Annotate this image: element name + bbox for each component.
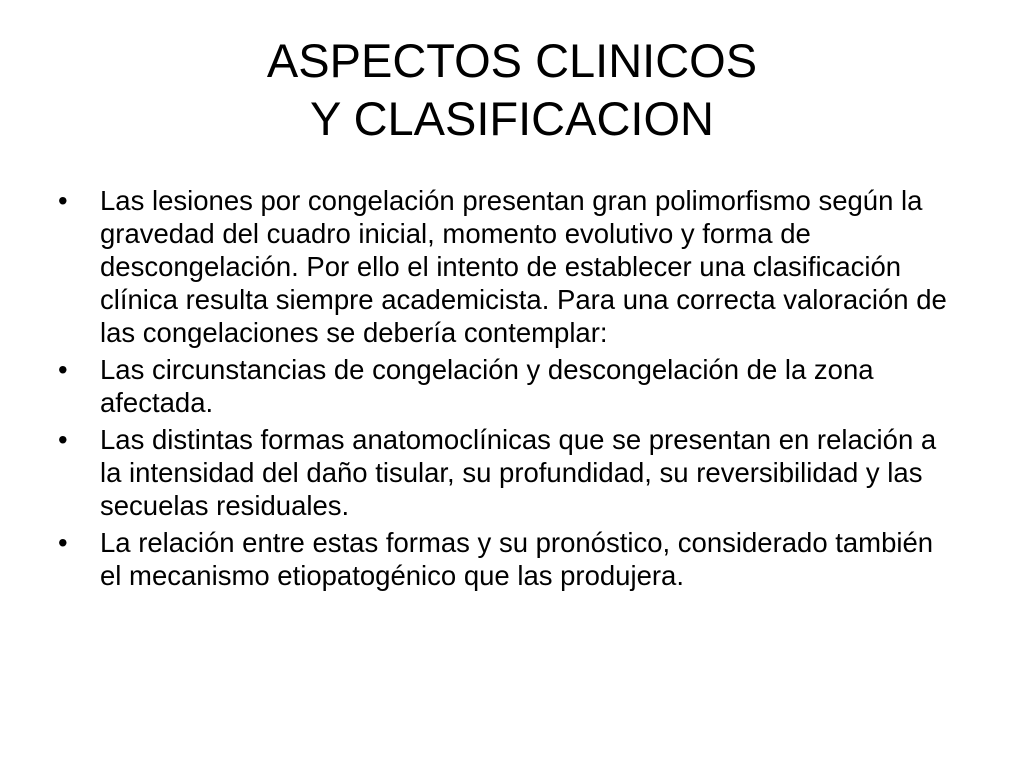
bullet-item <box>58 353 958 419</box>
bullet-dot-icon: • <box>58 354 68 385</box>
slide-title-line-2: Y CLASIFICACION <box>310 92 714 145</box>
slide-title <box>0 32 1024 148</box>
bullet-text: Las distintas formas anatomoclínicas que se presentan en relación a la intensidad del daño tisular, su profundidad, su reversibilidad y las secuelas residuales. <box>100 424 937 521</box>
bullet-item <box>58 184 958 349</box>
bullet-list <box>58 184 958 596</box>
bullet-item <box>58 423 958 522</box>
bullet-dot-icon: • <box>58 185 68 216</box>
bullet-text: La relación entre estas formas y su pronóstico, considerado también el mecanismo etiopatogénico que las produjera. <box>100 527 934 591</box>
bullet-text: Las circunstancias de congelación y descongelación de la zona afectada. <box>100 354 874 418</box>
bullet-text: Las lesiones por congelación presentan gran polimorfismo según la gravedad del cuadro inicial, momento evolutivo y forma de descongelación. Por ello el intento de establecer una clasificación clínica resulta siempre academicista. Para una correcta valoración de las congelaciones se debería contemplar: <box>100 185 947 348</box>
bullet-item <box>58 526 958 592</box>
slide-title-line-1: ASPECTOS CLINICOS <box>266 34 758 87</box>
bullet-dot-icon: • <box>58 424 68 455</box>
bullet-dot-icon: • <box>58 527 68 558</box>
